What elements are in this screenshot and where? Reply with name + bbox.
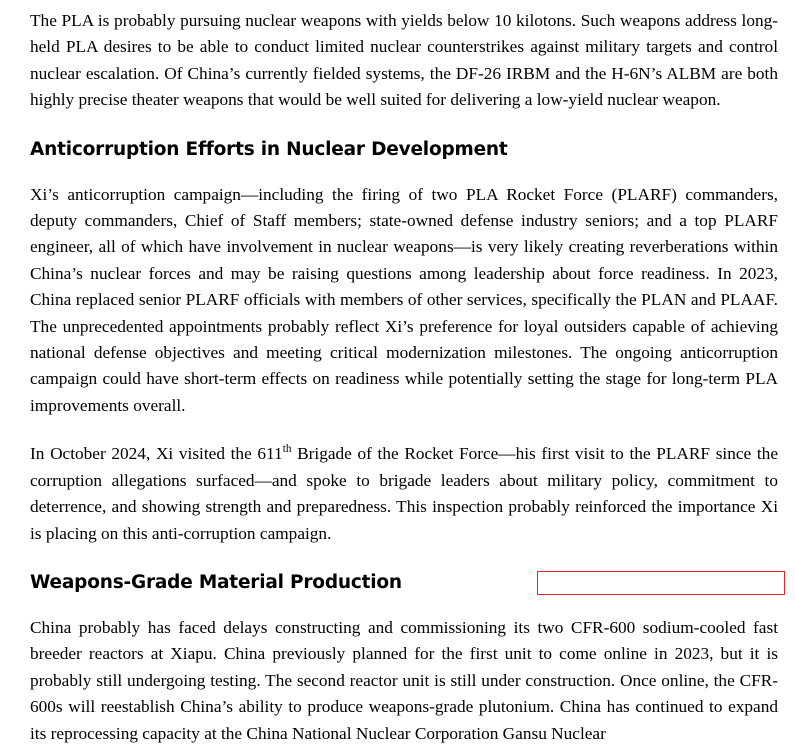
paragraph-october-visit — [30, 441, 778, 547]
spacer — [30, 419, 778, 441]
spacer — [30, 593, 778, 615]
heading-weapons-grade-material: Weapons-Grade Material Production — [30, 571, 402, 593]
ordinal-suffix: th — [282, 443, 292, 456]
spacer — [30, 547, 778, 572]
heading-anticorruption-efforts: Anticorruption Efforts in Nuclear Development — [30, 138, 508, 160]
paragraph-october-visit-part2: Brigade of the Rocket Force—his first visit to the PLARF since the corruption allegations surfaced—and spoke to brigade leaders about military policy, commitment to deterrence, and showing strength and preparedness. This inspection probably reinforced the importance Xi is placing on this anti-corruption campaign. — [30, 444, 778, 543]
paragraph-october-visit-part1: In October 2024, Xi visited the 611 — [30, 444, 283, 464]
spacer — [30, 114, 778, 139]
paragraph-anticorruption-campaign: Xi’s anticorruption campaign—including the firing of two PLA Rocket Force (PLARF) commanders, deputy commanders, Chief of Staff members; state-owned defense industry seniors; and a top PLARF engineer, all of which have involvement in nuclear weapons—is very likely creating reverberations within China’s nuclear forces and may be raising questions among leadership about force readiness. In 2023, China replaced senior PLARF officials with members of other services, specifically the PLAN and PLAAF. The unprecedented appointments probably reflect Xi’s preference for loyal outsiders capable of achieving national defense objectives and meeting critical modernization milestones. The ongoing anticorruption campaign could have short-term effects on readiness while potentially setting the stage for long-term PLA improvements overall. — [30, 184, 778, 415]
paragraph-nuclear-yields: The PLA is probably pursuing nuclear weapons with yields below 10 kilotons. Such weapons address long-held PLA desires to be able to conduct limited nuclear counterstrikes against military targets and control nuclear escalation. Of China’s currently fielded systems, the DF-26 IRBM and the H-6N’s ALBM are both highly precise theater weapons that would be well suited for delivering a low-yield nuclear weapon. — [30, 11, 778, 110]
document-content — [30, 8, 778, 747]
paragraph-cfr600-reactors: China probably has faced delays constructing and commissioning its two CFR-600 sodium-cooled fast breeder reactors at Xiapu. China previously planned for the first unit to come online in 2023, but it is probably still undergoing testing. The second reactor unit is still under construction. Once online, the CFR-600s will reestablish China’s ability to produce weapons-grade plutonium. China has continued to expand its reprocessing capacity at the China National Nuclear Corporation Gansu Nuclear — [30, 617, 778, 743]
spacer — [30, 160, 778, 182]
